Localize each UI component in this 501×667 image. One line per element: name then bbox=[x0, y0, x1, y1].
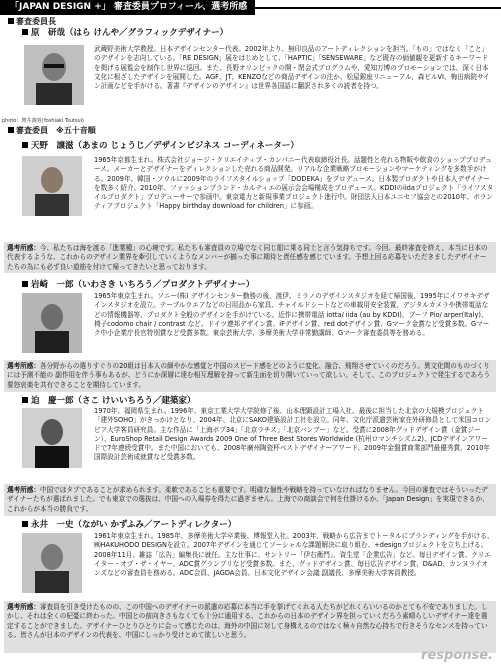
chair-bio: 武蔵野美術大学教授。日本デザインセンター代表。2002年より、無印良品のアートディレクションを担当。「もの」ではなく「こと」のデザインを志向している。「RE DESIGN」展をはじめとして、「HAPTIC」「SENSEWARE」など既存の価値観を更新するキーワードを掲げる展覧会を制作し世界に巡回。また、長野オリンピックの開・閉会式プログラムや、愛知万博のプロモーションでは、深く日本文化に根ざしたデザインを展開した。AGF、JT、KENZOなどの商品デザインの注か、松屋銀座リニューアル、森ビルVI、梅田病院サイン計画などを手がける。著書『デザインのデザイン』は世界各国語に翻訳され多くの読者を持つ。 bbox=[94, 45, 490, 91]
member-bio-sako: 1970年、福岡県生まれ。1996年、東京工業大学大学院修了後、山本理顕設計工場入社。最後に担当した北京の大規模プロジェクト「建外SOHO」がきっかけとなり、2004年、北京にSAKO建築設計工社を設立。同年、文化庁派遣芸術家在外研修員として米国コロンビア大学客員研究員。主な作品に「上海ボプ34」「北京ラチス」「北京バンブー」など。受賞に2008年グッドデザイン賞（金賞ジーン）、EuroShop Retail Design Awards 2009 One of Three Best Stores Worldwide (杭州ロマンチシズム2)、JCDデザインアワードで7年連続受賞中。また中国においても、2008年廣州陶瓷杯ベストデザイナーアワード、2009年金盤賞商業部門最優秀賞、2010年国際設計芸術成就賞など受賞多数。 bbox=[94, 407, 492, 462]
chair-section-heading: 審査委員長 bbox=[8, 17, 56, 27]
member-bio-nagai: 1961年東京生まれ。1985年、多摩美術大学卒業後、博報堂入社。2003年、戦略から広告までトータルにブランディングを手がける、㈱HAKUHODO DESIGNを設立。2007年デザインを通じてソーシャルな課題解決に取り組む、+designプロジェクトを立ち上げる。2008年11月、雑誌「広告」編集長に就任。主な仕事に、サントリー「伊右衛門」、資生堂「企業広告」など。毎日デザイン賞、クリエイター・オブ・ザ・イヤー、ADC賞グランプリなど受賞多数。また、グッドデザイン賞、毎日広告デザイン賞、D&AD、カンヌライオンズなどの審査員を務める。ADC会員、JAGDA会員、日本文化デザイン会議 副議長、多摩美術大学客員教授。 bbox=[94, 532, 494, 578]
member-name-sako: 迫 慶一郎（さこ けいいちろう／建築家） bbox=[22, 396, 195, 407]
member-comment-sako: 選考所感：中国でほタブであることが求められます。柔軟であることも重要です。明確な個性や戦略を持っていなければなりません。今回の審査ではそういったデザイナーたちが選ばれました。でも東京での選抜は、中国への入場券を得たに過ぎません。上海での商談会で何を仕掛けるか、「Japan Design」を実現できるか、これからが本当の勝負です。 bbox=[4, 484, 496, 516]
chair-name: 原 研哉（はら けんや／グラフィックデザイナー） bbox=[22, 28, 228, 39]
member-bio-iwasaki: 1965年東京生まれ。ソニー(株) デザインセンター勤務の後、渡伊。ミラノのデザインスタジオを経て帰国後、1995年にイワサキデザインスタジオを設立。テーブルウエアなどの日用品から家具、チャイルドシートなどの車載用安全装置、デジタルカメラや携帯電話などの情報機器等、プロダクト全般のデザインを手がけている。近作に携帯電話 iotta/ iida (au by KDDI)、ブーフ Pio/ arper(Italy)、椅子codomo chair / contrast など。ドイツ連邦デザイン賞、iFデザイン賞、red dotデザイン賞、Gマーク金賞など受賞多数。Gマーク中小企業庁長官特別賞など受賞多数。東京芸術大学、多摩美術大学非常勤講師、Gマーク審査委員等を務める。 bbox=[94, 292, 490, 338]
member-photo-nagai bbox=[22, 533, 82, 593]
member-comment-iwasaki: 選考所感：各分野からの選りすぐりの20組は日本人の細やかな感覚と中国のスピード感をどのように変化、融合、飛翔させていくのだろう。異文化間のものづくりには予測不能の 副作用を伴う事もあるが、どうにか深層に達む相互理解を持って新生面を切り開いていって欲しい。そして、このプロジェクトで発生するであろう要怒哀楽を共有できることを期待しています。 bbox=[4, 360, 496, 392]
page-title: 「JAPAN DESIGN +」 審査委員プロフィール、選考所感 bbox=[0, 0, 255, 15]
member-name-amano: 天野 譲滋（あまの じょうじ／デザインビジネス コーディネーター） bbox=[22, 141, 299, 152]
member-photo-amano bbox=[22, 156, 82, 216]
member-photo-iwasaki bbox=[22, 293, 82, 353]
chair-photo bbox=[24, 45, 84, 105]
member-name-iwasaki: 岩崎 一郎（いわさき いちろう／プロダクトデザイナー） bbox=[22, 280, 254, 291]
title-rule bbox=[255, 7, 501, 9]
watermark-logo: response. bbox=[421, 648, 493, 663]
members-section-heading: 審査委員 ※五十音順 bbox=[8, 126, 96, 136]
member-bio-amano: 1965年京都生まれ。株式会社ジョージ・クリエイティブ・カンパニー代表取締役社長。話題性と売れる物販や飲食のショッププロデュース。メーカーとデザイナーをディレクションした売れる商品開発。リアルな企業戦略プロモーションやマーケティングを多数手がける。2009年、韓国・ソウルに2009年のライフスタイルショップ「DODEKA」をプロデュース。日本製プロダクトや日本人デザイナーを数多く紹介。2010年、ファッションブランド・カルティエの展示会会場構成をプロデュース。KDDIのiidaプロジェクト「ライフスタイルプロダクト」プロデューサーで参画中。東京電力と新規事業プロジェクト進行中。財団法人日本ユニセフ協会との2010年、ボランティアプロジェクト「Happy birthday download for children」に参画。 bbox=[94, 156, 494, 211]
photo-credit: photo：舞井義明(Yoshiaki Tsutsui) bbox=[2, 118, 84, 124]
title-bar bbox=[0, 0, 501, 15]
member-photo-sako bbox=[22, 408, 82, 468]
member-comment-amano: 選考所感：今、私たちは海を渡る「進業種」の心境です。私たちも審査員の立場でなく同じ船に乗る同士と言う気持ちです。今回、最終審査を終え、本当に日本の代表するような、これからのデザイン業界を牽引していくようなメンバーが揃った事に期待と責任感を感じています。予想上回る応募をいただきましたデザイナーたちの為にも必ず良い道筋を付けて帰ってきたいと思っております。 bbox=[4, 242, 496, 273]
member-comment-nagai: 選考所感：審査員を引き受けたものの、この中国へのデザイナーの派遣の応募に本当に手を挙げてくれる人たちがどれくらいいるのかとても不安でありました。しかし、それは全くの杞憂に終わった。中国との前向きさもなくても十分に通用する、これからの日本のデザイン界を担っていくだろう素晴らしいデザイナー達を選定することができました。デザイナーひとりひとりに会って感じたのは、海外の中国に対して身構えるのではなく極々自然な心持ちで行きそうなセンスを持っている。皆さんが日本のデザインの代表を、中国にしっかり受けとめて欲しいと思う。 bbox=[4, 601, 496, 653]
member-name-nagai: 永井 一史（ながい かずふみ／アートディレクター） bbox=[22, 520, 236, 531]
